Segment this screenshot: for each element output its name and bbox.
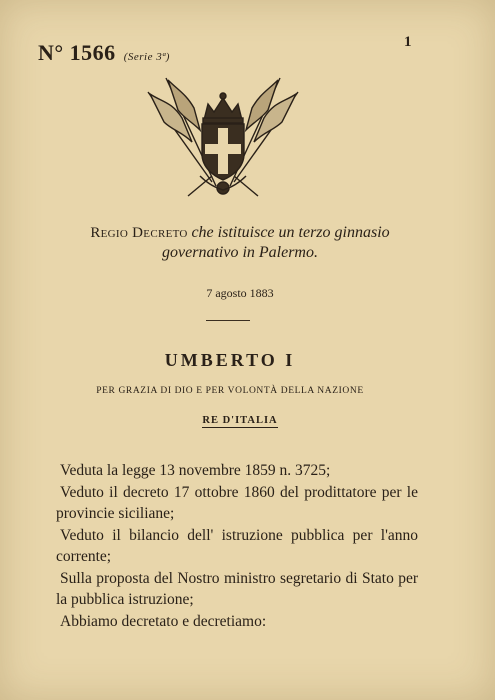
king-title bbox=[40, 415, 440, 426]
king-title-text: RE D'ITALIA bbox=[202, 415, 278, 426]
grace-formula: PER GRAZIA DI DIO E PER VOLONTÀ DELLA NAZIONE bbox=[96, 386, 364, 396]
king-name: UMBERTO I bbox=[164, 350, 296, 370]
decree-title-prefix: Regio Decreto bbox=[90, 225, 188, 241]
decree-title-line2: governativo in Palermo. bbox=[162, 244, 318, 261]
decree-body bbox=[56, 460, 418, 632]
decree-title-text-1: che istituisce un terzo ginnasio bbox=[191, 224, 390, 241]
series-label: (Serie 3ª) bbox=[123, 51, 170, 63]
savoy-coat-of-arms-with-flags-icon bbox=[142, 72, 304, 202]
page-number: 1 bbox=[404, 34, 412, 50]
decree-title-line1 bbox=[40, 224, 440, 242]
separator-rule bbox=[206, 320, 250, 321]
decree-number-text: N° 1566 bbox=[38, 40, 116, 65]
paragraph: Veduta la legge 13 novembre 1859 n. 3725; bbox=[60, 462, 331, 479]
decree-number bbox=[38, 40, 170, 66]
decree-date: 7 agosto 1883 bbox=[206, 286, 274, 300]
paragraph: Veduto il decreto 17 ottobre 1860 del prodittatore per le provincie siciliane; bbox=[56, 483, 418, 522]
paragraph: Sulla proposta del Nostro ministro segretario di Stato per la pubblica istruzione; bbox=[56, 569, 418, 608]
paragraph: Abbiamo decretato e decretiamo: bbox=[60, 612, 267, 630]
paragraph: Veduto il bilancio dell' istruzione pubblica per l'anno corrente; bbox=[56, 526, 418, 565]
